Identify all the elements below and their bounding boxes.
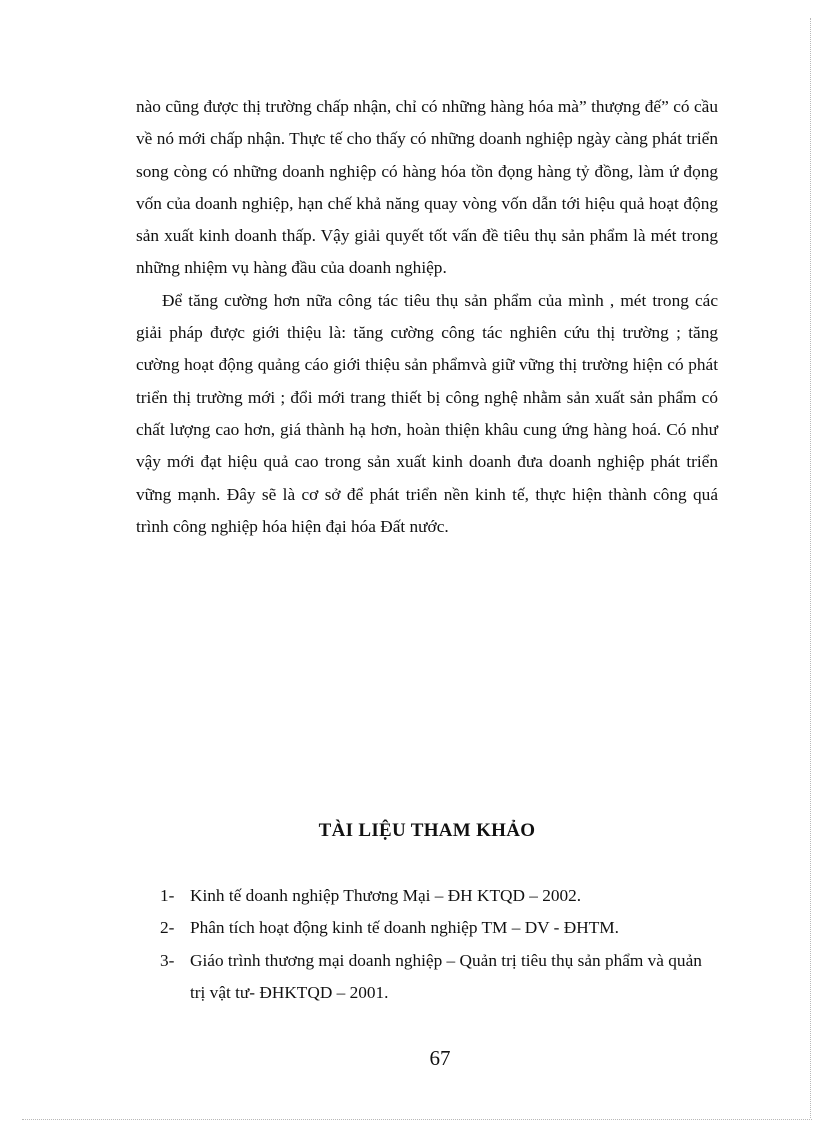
paragraph-solutions: Để tăng cường hơn nữa công tác tiêu thụ sản phẩm của mình , mét trong các giải pháp được giới thiệu là: tăng cường công tác nghiên cứu thị trường ; tăng cường hoạt động quảng cáo giới thiệu sản phẩmvà giữ vững thị trường hiện có phát triển thị trường mới ; đổi mới trang thiết bị công nghệ nhằm sản xuất sản phẩm có chất lượng cao hơn, giá thành hạ hơn, hoàn thiện khâu cung ứng hàng hoá. Có như vậy mới đạt hiệu quả cao trong sản xuất kinh doanh đưa doanh nghiệp phát triển vững mạnh. Đây sẽ là cơ sở để phát triển nền kinh tế, thực hiện thành công quá trình công nghiệp hóa hiện đại hóa Đất nước. (136, 290, 718, 536)
reference-text: Giáo trình thương mại doanh nghiệp – Quản trị tiêu thụ sản phẩm và quản trị vật tư- ĐHKTQD – 2001. (190, 950, 702, 1002)
references-list (136, 880, 718, 1009)
reference-number: 1- (160, 886, 175, 905)
reference-item (160, 912, 718, 944)
reference-text: Phân tích hoạt động kinh tế doanh nghiệp TM – DV - ĐHTM. (190, 918, 619, 938)
reference-item (160, 945, 718, 1010)
page-number: 67 (429, 1046, 451, 1070)
reference-number: 3- (160, 950, 175, 970)
reference-item (160, 880, 718, 912)
page-border-bottom (22, 1119, 812, 1120)
paragraph-continued: nào cũng được thị trường chấp nhận, chỉ có những hàng hóa mà” thượng đế” có cầu về nó mới chấp nhận. Thực tế cho thấy có những doanh nghiệp ngày càng phát triển song còng có những doanh nghiệp có hàng hóa tồn đọng hàng tỷ đồng, làm ứ đọng vốn của doanh nghiệp, hạn chế khả năng quay vòng vốn dẫn tới hiệu quả hoạt động sản xuất kinh doanh thấp. Vậy giải quyết tốt vấn đề tiêu thụ sản phẩm là mét trong những nhiệm vụ hàng đầu của doanh nghiệp. (136, 97, 718, 278)
reference-text: Kinh tế doanh nghiệp Thương Mại – ĐH KTQD – 2002. (190, 886, 582, 905)
page-border-right (810, 18, 811, 1118)
references-title: TÀI LIỆU THAM KHẢO (318, 820, 536, 841)
body-text (136, 91, 718, 543)
reference-number: 2- (160, 918, 175, 938)
